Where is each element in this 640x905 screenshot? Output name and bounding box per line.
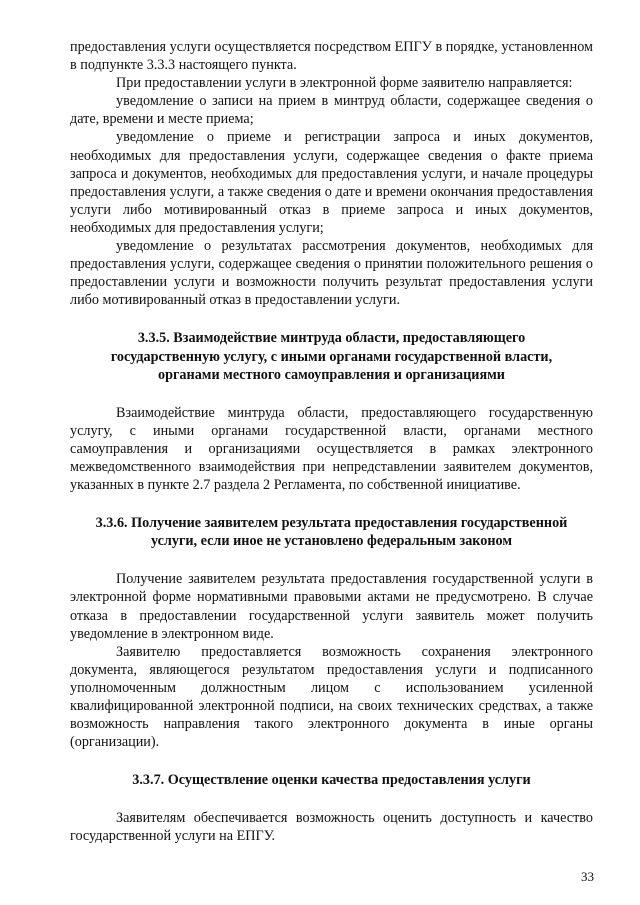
document-page — [70, 38, 593, 846]
notification-lead: При предоставлении услуги в электронной форме заявителю направляется: — [116, 75, 573, 92]
notification-item-appointment: уведомление о записи на прием в минтруд области, содержащее сведения о дате, времени и месте приема; — [70, 93, 593, 128]
continuation-paragraph: предоставления услуги осуществляется посредством ЕПГУ в порядке, установленном в подпункте 3.3.3 настоящего пункта. — [70, 39, 593, 74]
section-3-3-6-paragraph-result: Получение заявителем результата предоставления государственной услуги в электронной форме нормативными правовыми актами не предусмотрено. В случае отказа в предоставлении государственной услуги заявитель может получить уведомление в электронном виде. — [70, 571, 593, 642]
notification-item-registration: уведомление о приеме и регистрации запроса и иных документов, необходимых для предоставления услуги, содержащее сведения о факте приема запроса и документов, необходимых для предоставления услуги, и начале процедуры предоставления услуги, а также сведения о дате и времени окончания предоставления услуги либо мотивированный отказ в приеме запроса и иных документов, необходимых для предоставления услуги; — [70, 129, 593, 236]
section-3-3-6-heading: 3.3.6. Получение заявителем результата предоставления государственной услуги, если иное не установлено федеральным законом — [95, 515, 568, 550]
section-3-3-6-paragraph-storage: Заявителю предоставляется возможность сохранения электронного документа, являющегося результатом предоставления услуги и подписанного уполномоченным должностным лицом с использованием усиленной квалифицированной электронной подписи, на своих технических средствах, а также возможность направления такого электронного документа в иные органы (организации). — [70, 643, 593, 751]
page-number: 33 — [581, 869, 594, 884]
section-3-3-7-heading: 3.3.7. Осуществление оценки качества предоставления услуги — [132, 772, 531, 789]
section-3-3-5-paragraph: Взаимодействие минтруда области, предоставляющего государственную услугу, с иными органами государственной власти, органами местного самоуправления и организациями осуществляется в рамках электронного межведомственного взаимодействия при непредставлении заявителем документов, указанных в пункте 2.7 раздела 2 Регламента, по собственной инициативе. — [70, 404, 593, 494]
section-3-3-5-heading: 3.3.5. Взаимодействие минтруда области, предоставляющего государственную услугу, с иными органами государственной власти, органами местного самоуправления и организациями — [110, 330, 553, 383]
section-3-3-7-paragraph: Заявителям обеспечивается возможность оценить доступность и качество государственной услуги на ЕПГУ. — [70, 810, 593, 845]
notification-item-result: уведомление о результатах рассмотрения документов, необходимых для предоставления услуги, содержащее сведения о принятии положительного решения о предоставлении услуги и возможности получить результат предоставления услуги либо мотивированный отказ в предоставлении услуги. — [70, 238, 593, 309]
